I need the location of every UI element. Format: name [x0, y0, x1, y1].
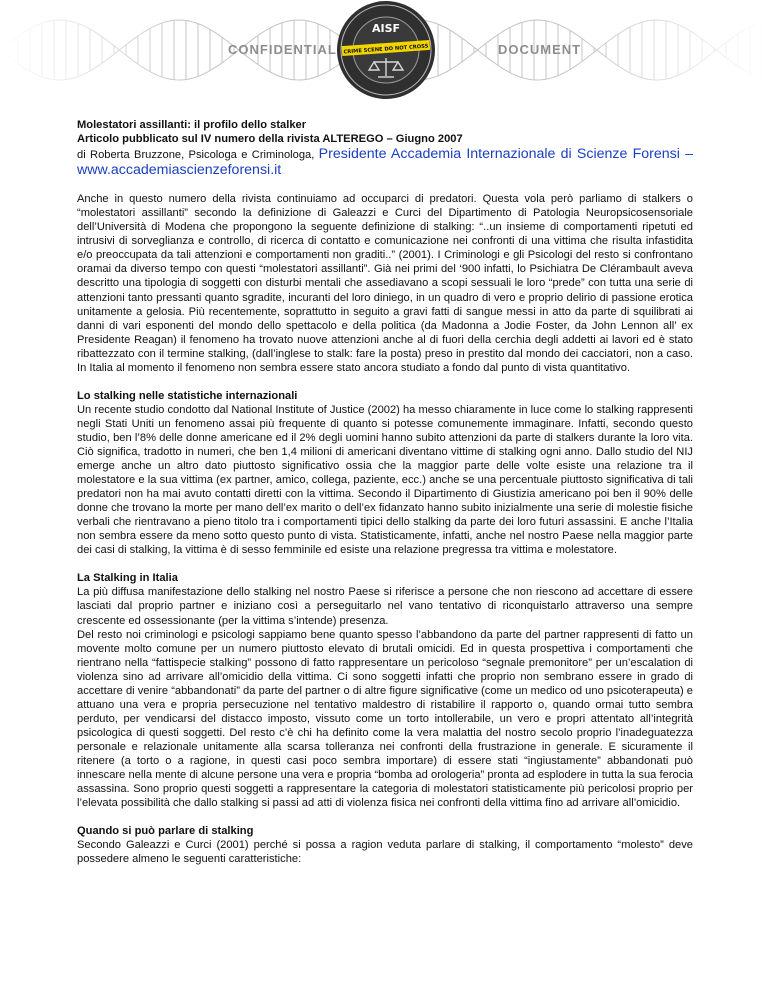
article-body [77, 118, 693, 866]
aisf-seal-logo [334, 0, 438, 104]
article-subtitle: Articolo pubblicato sul IV numero della rivista ALTEREGO – Giugno 2007 [77, 133, 463, 146]
section-title-italy: La Stalking in Italia [77, 572, 178, 585]
academy-link[interactable]: Presidente Accademia Internazionale di Scienze Forensi – www.accademiascienzeforensi.it [77, 146, 693, 179]
document-label: DOCUMENT [498, 42, 582, 57]
section-paragraph: Secondo Galeazzi e Curci (2001) perché si possa a ragion veduta parlare di stalking, il comportamento “molesto” deve possedere almeno le seguenti caratteristiche: [77, 839, 693, 866]
spacer [77, 178, 693, 192]
author-line [77, 146, 693, 178]
seal-acronym: AISF [371, 22, 401, 35]
seal-tape-text: CRIME SCENE DO NOT CROSS [343, 43, 429, 56]
spacer [77, 557, 693, 571]
section-title-definition: Quando si può parlare di stalking [77, 825, 254, 838]
confidential-label: CONFIDENTIAL [228, 42, 337, 57]
spacer [77, 375, 693, 389]
section-title-statistics: Lo stalking nelle statistiche internazionali [77, 389, 298, 402]
section-paragraph: La più diffusa manifestazione dello stalking nel nostro Paese si riferisce a persone che non riescono ad accettare di essere lasciati dal proprio partner e iniziano così a perseguitarlo nel vano tentativo di riconquistarlo attraverso una sempre crescente ed ossessionante (per la vittima s’intende) presenza. [77, 586, 693, 627]
intro-paragraph: Anche in questo numero della rivista continuiamo ad occuparci di predatori. Questa vola però parliamo di stalkers o “molestatori assillanti” secondo la definizione di Galeazzi e Curci del Dipartimento di Patologia Neuropsicosensoriale dell’Università di Modena che propongono la seguente definizione di stalking: “..un insieme di comportamenti ripetuti ed intrusivi di sorveglianza e controllo, di ricerca di contatto e comunicazione nei confronti di una vittima che risulta infastidita e/o preoccupata da tali attenzioni e comportamenti non graditi..” (2001). I Criminologi e gli Psicologi del resto si confrontano oramai da diverso tempo con questi “molestatori assillanti”. Già nei primi del ‘900 infatti, lo Psichiatra De Clérambault aveva descritto una tipologia di soggetti con disturbi mentali che assediavano a scopi sessuali le loro “prede” con tutta una serie di attenzioni tanto pressanti quanto sgradite, incuranti del loro diniego, in un quadro di vero e proprio delirio di passione erotica unitamente a gelosia. Più recentemente, soprattutto in seguito a gravi fatti di sangue messi in atto da parte di squilibrati ai danni di vari esponenti del mondo dello spettacolo e della politica (da Madonna a Jodie Foster, da John Lennon all’ ex Presidente Reagan) il fenomeno ha trovato nuove attenzioni anche al di fuori della cerchia degli addetti ai lavori ed è stato ribattezzato con il termine stalking, (dall’inglese to stalk: fare la posta) preso in prestito dal mondo dei cacciatori, non a caso. In Italia al momento il fenomeno non sembra essere stato ancora studiato a fondo dal punto di vista quantitativo. [77, 193, 693, 374]
spacer [77, 810, 693, 824]
header-banner [0, 0, 768, 112]
section-paragraph: Del resto noi criminologi e psicologi sappiamo bene quanto spesso l’abbandono da parte del partner rappresenti di fatto un movente molto comune per un numero piuttosto elevato di brutali omicidi. Ed in questa prospettiva i comportamenti che rientrano nella “fattispecie stalking” possono di fatto rappresentare un pericoloso “segnale premonitore” per un’escalation di violenza sino ad arrivare all’omicidio della vittima. Ci sono soggetti infatti che proprio non sembrano essere in grado di accettare di venire “abbandonati” da parte del partner o di altre figure significative (come un medico od uno psicoterapeuta) e attuano una vera e propria persecuzione nel tentativo maldestro di ristabilire il rapporto o, quando ormai tutto sembra perduto, per vendicarsi del distacco imposto, vissuto come un torto intollerabile, un vero e propri attentato all’integrità psicologica di questi soggetti. Del resto c’è chi ha definito come la vera malattia del nostro secolo proprio l’inadeguatezza personale e relazionale unitamente alla scarsa tolleranza nei confronti della frustrazione in generale. E sicuramente il ritenere (a torto o a ragione, in questi casi poco sembra importare) di essere stati “ingiustamente” abbandonati può innescare nella mente di alcune persone una vera e propria “bomba ad orologeria” pronta ad esplodere in tutta la sua ferocia assassina. Sono proprio questi soggetti a rappresentare la categoria di molestatori statisticamente più pericolosi proprio per l’elevata possibilità che dallo stalking si passi ad atti di violenza fisica nei confronti della vittima fino ad arrivare all’omicidio. [77, 628, 693, 810]
author-prefix: di Roberta Bruzzone, Psicologa e Criminologa, [77, 149, 319, 162]
section-paragraph: Un recente studio condotto dal National Institute of Justice (2002) ha messo chiaramente in luce come lo stalking rappresenti negli Stati Uniti un fenomeno assai più frequente di quanto si potesse comunemente immaginare. Infatti, secondo questo studio, ben l’8% delle donne americane ed il 2% degli uomini hanno subito attenzioni da parte di stalkers durante la loro vita. Ciò significa, tradotto in numeri, che ben 1,4 milioni di americani diventano vittime di stalking ogni anno. Dallo studio del NIJ emerge anche un altro dato piuttosto significativo ossia che la maggior parte delle volte esiste una relazione tra il molestatore e la sua vittima (ex partner, amico, collega, paziente, ecc.) anche se una percentuale piuttosto significativa di tali predatori non ha mai avuto contatti diretti con la vittima. Secondo il Dipartimento di Giustizia americano poi ben il 90% delle donne che trovano la morte per mano dell’ex marito o dell’ex fidanzato hanno subito inizialmente una serie di molestie fisiche verbali che rientravano a pieno titolo tra i comportamenti tipici dello stalking da parte dei loro futuri assassini. E anche l’Italia non sembra essere da meno sotto questo punto di vista. Statisticamente, infatti, anche nel nostro Paese nella maggior parte dei casi di stalking, la vittima è di sesso femminile ed esiste una relazione pregressa tra vittima e molestatore. [77, 403, 693, 557]
article-title: Molestatori assillanti: il profilo dello stalker [77, 119, 307, 131]
